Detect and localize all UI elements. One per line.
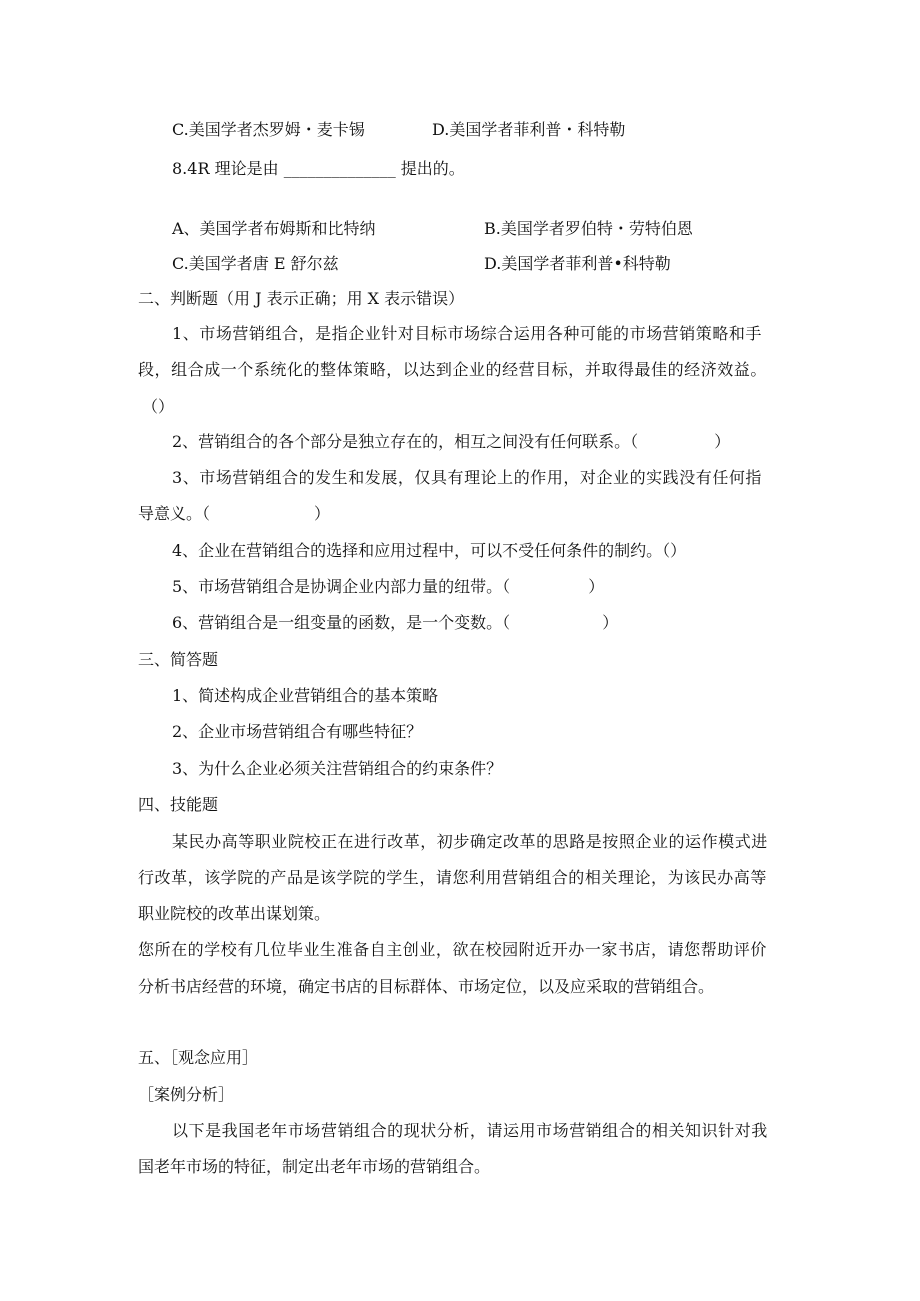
tf-q3-text: 导意义。（ [138,504,211,523]
q8-option-c: C.美国学者唐 E 舒尔兹 [172,254,339,273]
tf-q6-close: ） [602,613,619,632]
skill-p1-line1: 某民办高等职业院校正在进行改革，初步确定改革的思路是按照企业的运作模式进 [172,832,768,851]
q8-option-d: D.美国学者菲利普•科特勒 [484,254,671,273]
section3-title: 三、简答题 [138,650,219,669]
q8-stem-prefix: 8.4R 理论是由 [172,159,279,178]
tf-q6 [172,612,618,634]
q8-option-b: B.美国学者罗伯特・劳特伯恩 [484,219,693,238]
section4-title: 四、技能题 [138,795,219,814]
tf-q3-line1: 3、市场营销组合的发生和发展，仅具有理论上的作用，对企业的实践没有任何指 [172,468,762,487]
q7-option-c: C.美国学者杰罗姆・麦卡锡 [172,120,365,139]
skill-p2-line2: 分析书店经营的环境，确定书店的目标群体、市场定位，以及应采取的营销组合。 [138,977,715,996]
case-p-line1: 以下是我国老年市场营销组合的现状分析，请运用市场营销组合的相关知识针对我 [172,1121,768,1140]
tf-q5 [172,576,604,598]
q8-stem [172,158,465,180]
q8-option-a: A、美国学者布姆斯和比特纳 [172,219,376,238]
section5-title: 五、［观念应用］ [138,1048,259,1067]
case-p-line2: 国老年市场的特征，制定出老年市场的营销组合。 [138,1157,491,1176]
tf-q1-line1: 1、市场营销组合，是指企业针对目标市场综合运用各种可能的市场营销策略和手 [172,324,762,343]
tf-q2-text: 2、营销组合的各个部分是独立存在的，相互之间没有任何联系。（ [172,432,639,451]
section5-subtitle: ［案例分析］ [138,1085,235,1104]
skill-p1-line2: 行改革，该学院的产品是该学院的学生，请您利用营销组合的相关理论，为该民办高等 [138,868,767,887]
q7-option-d: D.美国学者菲利普・科特勒 [432,120,626,139]
q8-answer-blank: ______________ [283,159,396,178]
tf-q2 [172,431,730,453]
skill-p2-line1: 您所在的学校有几位毕业生准备自主创业，欲在校园附近开办一家书店，请您帮助评价 [138,940,767,959]
q8-stem-suffix: 提出的。 [400,159,465,178]
tf-q6-text: 6、营销组合是一组变量的函数，是一个变数。（ [172,613,511,632]
section2-title: 二、判断题（用 J 表示正确；用 X 表示错误） [138,289,465,308]
tf-q2-close: ） [714,432,731,451]
tf-q4: 4、企业在营销组合的选择和应用过程中，可以不受任何条件的制约。（） [172,541,687,560]
tf-q3-close: ） [314,504,331,523]
tf-q1-line2: 段，组合成一个系统化的整体策略，以达到企业的经营目标，并取得最佳的经济效益。 [138,360,767,379]
sa-q2: 2、企业市场营销组合有哪些特征？ [172,722,423,741]
sa-q1: 1、简述构成企业营销组合的基本策略 [172,686,439,705]
tf-q3-line2 [138,503,330,525]
tf-q5-text: 5、市场营销组合是协调企业内部力量的纽带。（ [172,577,511,596]
sa-q3: 3、为什么企业必须关注营销组合的约束条件？ [172,759,503,778]
tf-q5-close: ） [588,577,605,596]
tf-q1-line3: （） [142,397,175,416]
skill-p1-line3: 职业院校的改革出谋划策。 [138,904,331,923]
